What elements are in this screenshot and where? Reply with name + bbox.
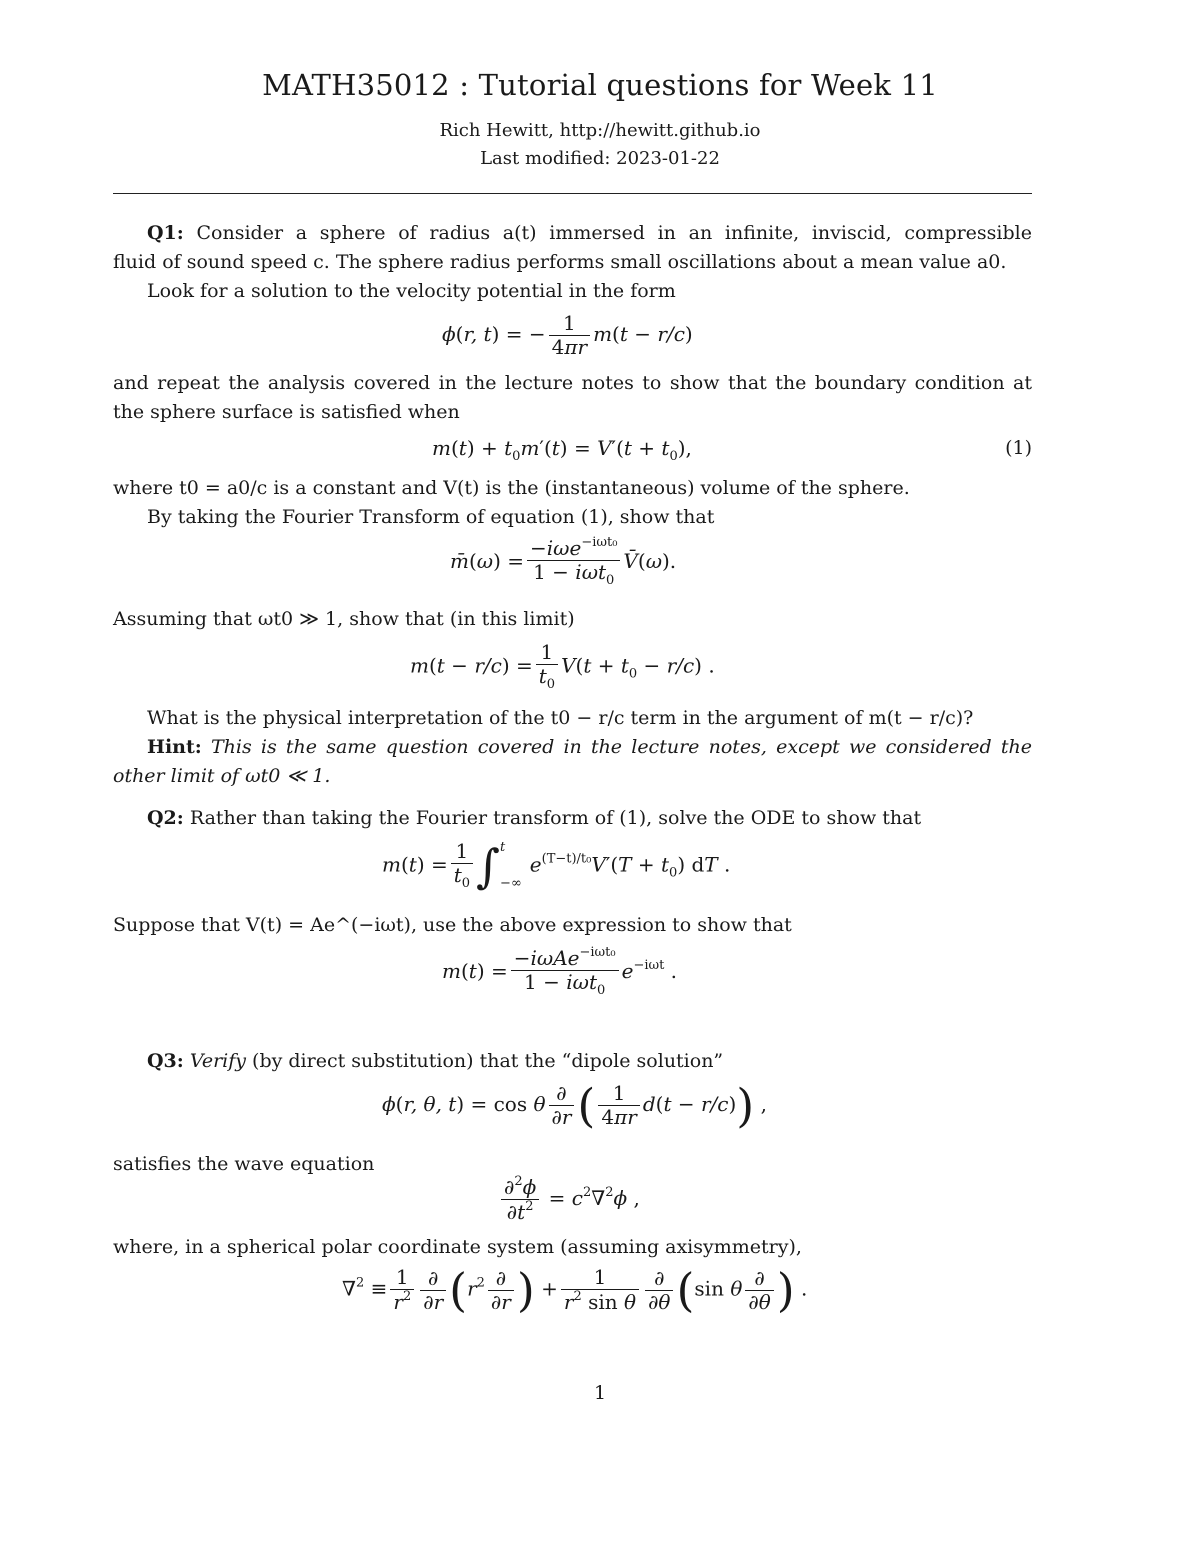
page-number: 1 [593, 1382, 607, 1404]
q1-eq-1: $m(t) + t_0m'(t) = V'(t + t_0)$, [432, 436, 692, 464]
q1-intro-line-1 [147, 219, 1032, 248]
q1-hint-label: Hint: [147, 736, 202, 758]
q1-hint-line-2 [113, 762, 1032, 791]
q1-hint-1-text: This is the same question covered in the lecture notes, except we considered the [210, 736, 1032, 758]
q3-eq-wave: $\frac{\partial^2\phi}{\partial t^2}$ = $c^2\nabla^2\phi$ , [498, 1175, 640, 1224]
q3-intro-line [147, 1047, 1066, 1076]
q3-eq-laplacian: ∇$^2$ ≡ $\frac{1}{r^2}$ $\frac{\partial}{\partial r}$ ($r^2$ $\frac{\partial}{\partial r}$ ) + $\frac{1}{r^2 \sin \theta}$ $\frac{\partial}{\partial\theta}$ (sin θ $\frac{\partial}{\partial\theta}$ ) . [342, 1263, 808, 1317]
q2-eq-integral: m(t) = $\frac{1}{t_0}$ ∫ t −∞ $e^{(T-t)/t_0}V'(T + t_0)$ dT . [382, 838, 731, 893]
q1-assuming-text: Assuming that ωt0 ≫ 1, show that (in this limit) [113, 608, 575, 630]
q3-where-text: where, in a spherical polar coordinate system (assuming axisymmetry), [113, 1236, 802, 1258]
q1-eq-limit: m(t − r/c) = $\frac{1}{t_0}$ $V(t + t_0 - r/c)$ . [410, 640, 715, 692]
q3-eq-dipole: ϕ(r, θ, t) = cos θ $\frac{\partial}{\partial r}$ ( $\frac{1}{4\pi r}$ d(t − r/c)) , [382, 1078, 767, 1133]
q1-label: Q1: [147, 222, 184, 244]
q2-intro-text: Rather than taking the Fourier transform of (1), solve the ODE to show that [189, 807, 922, 829]
q1-look-text: Look for a solution to the velocity potential in the form [147, 280, 676, 302]
q1-eq-phi: ϕ(r, t) = − $\frac{1}{4\pi r}$ m(t − r/c) [442, 311, 693, 359]
q1-intro-1-text: Consider a sphere of radius a(t) immersed in an infinite, inviscid, compressible [196, 222, 1032, 244]
q1-eq-mbar: m̄(ω) = $\frac{-i\omega e^{-i\omega t_0}}{1 - i\omega t_0}$ V̄(ω). [450, 535, 677, 588]
q2-label: Q2: [147, 807, 184, 829]
q3-intro-text: (by direct substitution) that the “dipole solution” [252, 1050, 724, 1072]
q1-repeat-line-2: the sphere surface is satisfied when [113, 401, 460, 423]
last-modified: Last modified: 2023-01-22 [480, 148, 720, 169]
q1-hint-line-1 [147, 733, 1032, 762]
q1-hint-2-text: other limit of ωt0 ≪ 1. [113, 765, 331, 787]
q1-where-text: where t0 = a0/c is a constant and V(t) is the (instantaneous) volume of the sphere. [113, 477, 910, 499]
q3-verify-word: Verify [189, 1050, 246, 1072]
page-title: MATH35012 : Tutorial questions for Week 11 [262, 68, 938, 102]
q2-eq-result: m(t) = $\frac{-i\omega Ae^{-i\omega t_0}}{1 - i\omega t_0}$ $e^{-i\omega t}$ . [442, 945, 678, 998]
q1-intro-line-2: fluid of sound speed c. The sphere radius performs small oscillations about a mean value a0. [113, 251, 1007, 273]
q1-repeat-line-1: and repeat the analysis covered in the lecture notes to show that the boundary condition at [113, 372, 1032, 394]
header-rule [113, 193, 1032, 194]
q3-label: Q3: [147, 1050, 184, 1072]
q1-question-text: What is the physical interpretation of the t0 − r/c term in the argument of m(t − r/c)? [147, 707, 974, 729]
q2-suppose-text: Suppose that V(t) = Ae^(−iωt), use the above expression to show that [113, 914, 792, 936]
q3-satisfies-text: satisfies the wave equation [113, 1153, 375, 1175]
q2-intro-line [147, 804, 1066, 833]
q1-fourier-text: By taking the Fourier Transform of equation (1), show that [147, 506, 715, 528]
q1-eq-1-number: (1) [1005, 437, 1032, 459]
author-line: Rich Hewitt, http://hewitt.github.io [439, 120, 761, 141]
